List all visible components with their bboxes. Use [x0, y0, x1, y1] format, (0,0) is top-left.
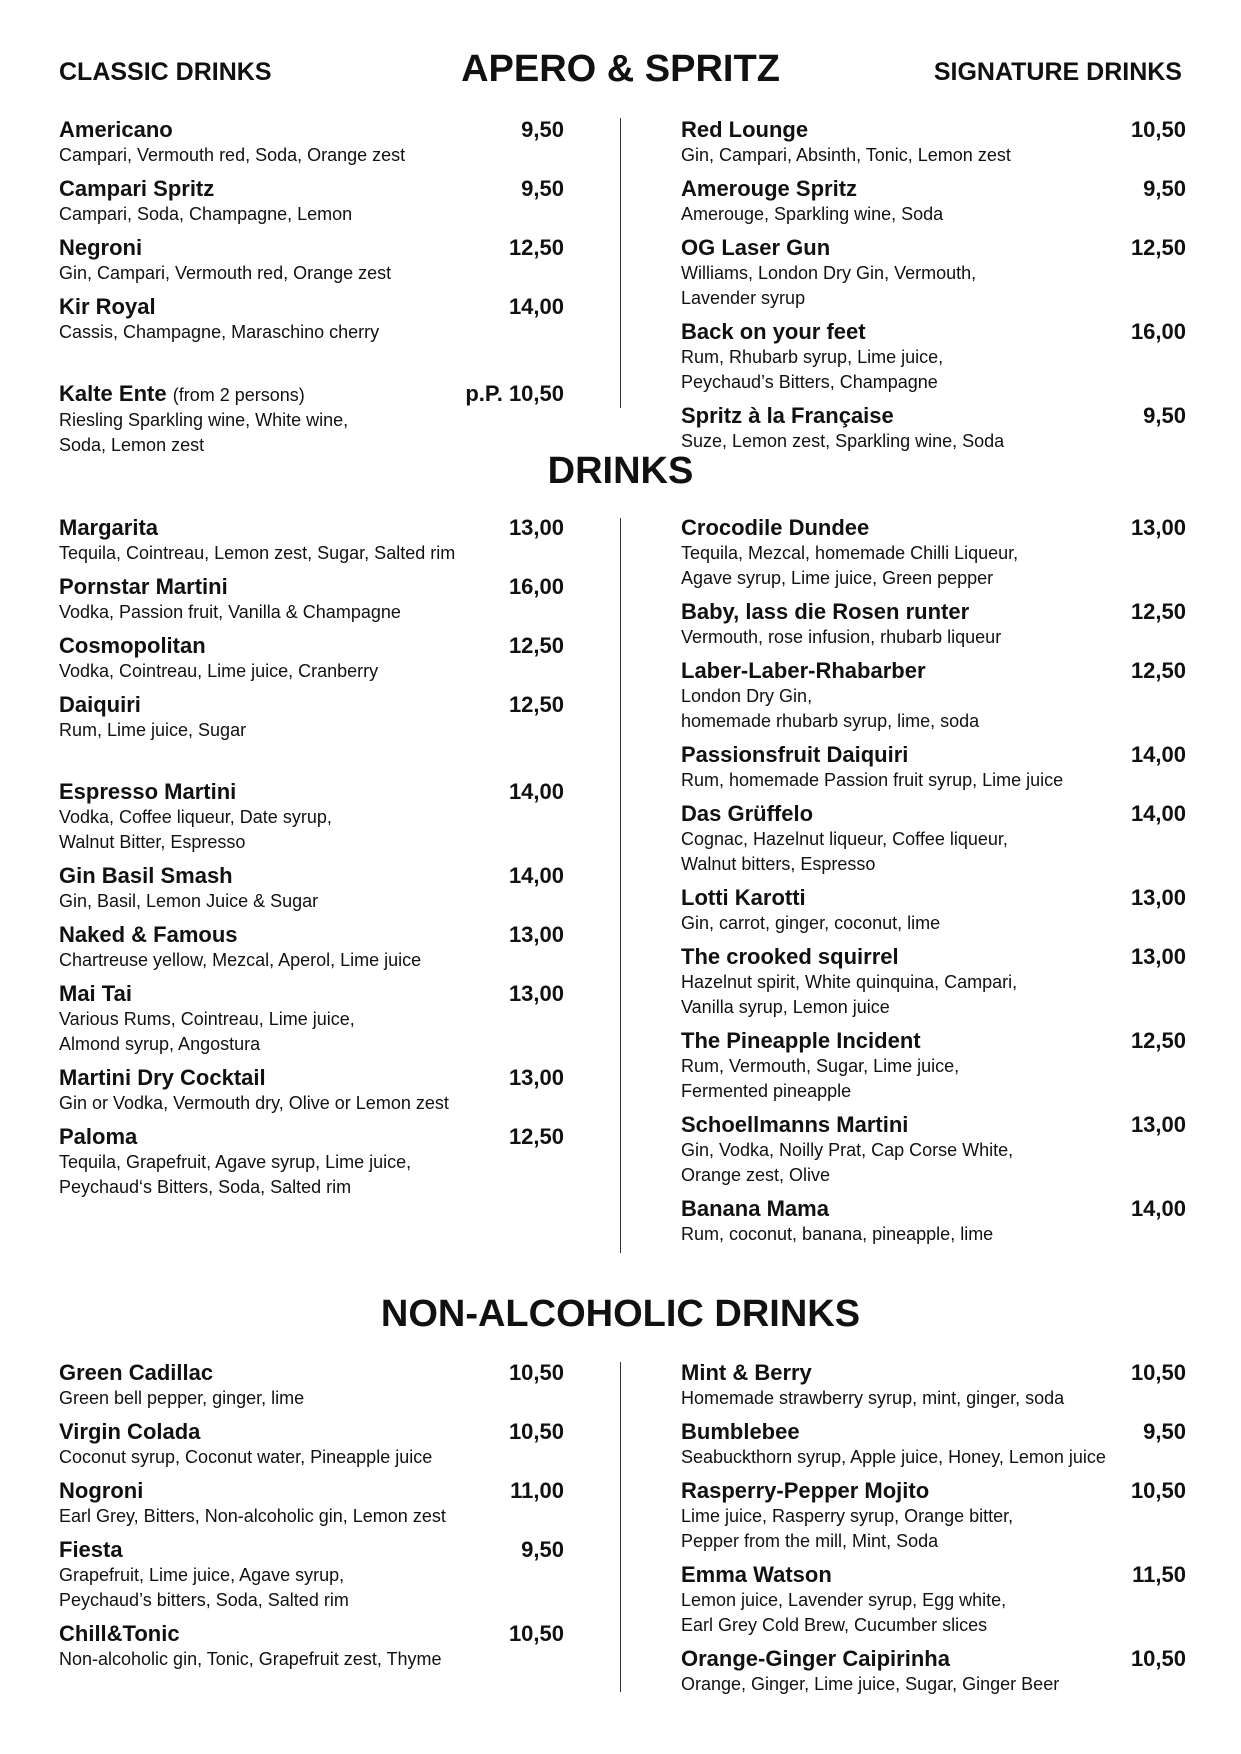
item-description [681, 541, 1186, 591]
menu-item-crocodile-dundee [681, 515, 1186, 591]
description-line: Pepper from the mill, Mint, Soda [681, 1531, 939, 1551]
apero-left-column [59, 117, 564, 466]
menu-item-red-lounge [681, 117, 1186, 168]
description-line: Soda, Lemon zest [59, 435, 205, 455]
item-name: Baby, lass die Rosen runter [681, 599, 970, 624]
description-line: Cognac, Hazelnut liqueur, Coffee liqueur, [681, 829, 1008, 849]
menu-item-the-crooked-squirrel [681, 944, 1186, 1020]
item-price: 12,50 [508, 633, 564, 658]
item-price: 13,00 [1130, 885, 1186, 910]
item-price: 12,50 [1130, 1028, 1186, 1053]
item-price: p.P. 10,50 [465, 381, 564, 406]
description-line: Tequila, Cointreau, Lemon zest, Sugar, Salted rim [59, 543, 456, 563]
menu-item-schoellmanns-martini [681, 1112, 1186, 1188]
menu-item-mint-berry [681, 1360, 1186, 1411]
item-description [59, 600, 564, 625]
item-price: 13,00 [508, 515, 564, 540]
item-description [681, 1386, 1186, 1411]
menu-item-green-cadillac [59, 1360, 564, 1411]
item-description [681, 827, 1186, 877]
menu-item-the-pineapple-incident [681, 1028, 1186, 1104]
description-line: Rum, homemade Passion fruit syrup, Lime juice [681, 770, 1064, 790]
item-name: Espresso Martini [59, 779, 237, 804]
item-description [681, 143, 1186, 168]
item-name: Bumblebee [681, 1419, 800, 1444]
item-description [681, 1504, 1186, 1554]
apero-spritz-title: APERO & SPRITZ [461, 48, 780, 90]
description-line: Green bell pepper, ginger, lime [59, 1388, 305, 1408]
description-line: Campari, Vermouth red, Soda, Orange zest [59, 145, 406, 165]
description-line: Walnut bitters, Espresso [681, 854, 876, 874]
menu-item-naked-famous [59, 922, 564, 973]
description-line: Gin, carrot, ginger, coconut, lime [681, 913, 941, 933]
menu-item-mai-tai [59, 981, 564, 1057]
item-name: Lotti Karotti [681, 885, 806, 910]
description-line: Suze, Lemon zest, Sparkling wine, Soda [681, 431, 1005, 451]
item-description [681, 684, 1186, 734]
item-price: 12,50 [508, 235, 564, 260]
item-price: 14,00 [1130, 1196, 1186, 1221]
item-name: Mint & Berry [681, 1360, 812, 1385]
item-name: Pornstar Martini [59, 574, 228, 599]
description-line: Williams, London Dry Gin, Vermouth, [681, 263, 977, 283]
item-description [681, 625, 1186, 650]
item-name: Americano [59, 117, 173, 142]
description-line: Peychaud’s Bitters, Champagne [681, 372, 938, 392]
item-description [59, 659, 564, 684]
description-line: Lemon juice, Lavender syrup, Egg white, [681, 1590, 1007, 1610]
classic-drinks-label: CLASSIC DRINKS [59, 58, 272, 86]
item-price: 9,50 [1143, 1419, 1186, 1444]
item-price: 13,00 [1130, 944, 1186, 969]
item-price: 16,00 [508, 574, 564, 599]
menu-item-das-gruffelo [681, 801, 1186, 877]
non-alcoholic-divider [620, 1362, 621, 1692]
item-description [59, 541, 564, 566]
item-name: Campari Spritz [59, 176, 215, 201]
menu-item-daiquiri [59, 692, 564, 743]
menu-item-espresso-martini [59, 779, 564, 855]
item-price: 10,50 [1130, 1478, 1186, 1503]
item-price: 13,00 [508, 922, 564, 947]
drinks-right-column [681, 515, 1186, 1255]
menu-item-laber-laber-rhabarber [681, 658, 1186, 734]
item-description [59, 1386, 564, 1411]
item-price: 10,50 [1130, 117, 1186, 142]
item-name: Cosmopolitan [59, 633, 206, 658]
item-description [681, 1054, 1186, 1104]
menu-item-nogroni [59, 1478, 564, 1529]
description-line: Vodka, Coffee liqueur, Date syrup, [59, 807, 332, 827]
non-alcoholic-right-column [681, 1360, 1186, 1705]
menu-item-virgin-colada [59, 1419, 564, 1470]
description-line: Rum, coconut, banana, pineapple, lime [681, 1224, 994, 1244]
apero-divider [620, 118, 621, 408]
description-line: Agave syrup, Lime juice, Green pepper [681, 568, 994, 588]
description-line: Tequila, Grapefruit, Agave syrup, Lime juice, [59, 1152, 412, 1172]
item-price: 14,00 [1130, 742, 1186, 767]
item-name: Crocodile Dundee [681, 515, 870, 540]
menu-item-cosmopolitan [59, 633, 564, 684]
menu-item-rasperry-pepper-mojito [681, 1478, 1186, 1554]
item-name: Fiesta [59, 1537, 123, 1562]
item-description [59, 1504, 564, 1529]
item-description [59, 718, 564, 743]
menu-item-orange-ginger-caipirinha [681, 1646, 1186, 1697]
description-line: homemade rhubarb syrup, lime, soda [681, 711, 980, 731]
apero-right-column [681, 117, 1186, 462]
item-description [681, 970, 1186, 1020]
item-name: The crooked squirrel [681, 944, 899, 969]
item-price: 14,00 [508, 294, 564, 319]
item-description [59, 1091, 564, 1116]
item-name: Green Cadillac [59, 1360, 214, 1385]
item-price: 12,50 [508, 1124, 564, 1149]
description-line: London Dry Gin, [681, 686, 813, 706]
item-price: 16,00 [1130, 319, 1186, 344]
description-line: Peychaud‘s Bitters, Soda, Salted rim [59, 1177, 352, 1197]
description-line: Amerouge, Sparkling wine, Soda [681, 204, 944, 224]
item-price: 9,50 [521, 117, 564, 142]
item-name: Mai Tai [59, 981, 132, 1006]
item-description [59, 805, 564, 855]
item-name: Paloma [59, 1124, 138, 1149]
item-price: 10,50 [508, 1621, 564, 1646]
item-description [681, 911, 1186, 936]
description-line: Chartreuse yellow, Mezcal, Aperol, Lime juice [59, 950, 422, 970]
menu-item-kalte-ente [59, 381, 564, 458]
item-description [59, 143, 564, 168]
item-name: The Pineapple Incident [681, 1028, 921, 1053]
item-price: 13,00 [508, 1065, 564, 1090]
item-name: Margarita [59, 515, 159, 540]
item-name: Emma Watson [681, 1562, 832, 1587]
item-name: Amerouge Spritz [681, 176, 858, 201]
description-line: Rum, Lime juice, Sugar [59, 720, 247, 740]
description-line: Cassis, Champagne, Maraschino cherry [59, 322, 380, 342]
description-line: Gin or Vodka, Vermouth dry, Olive or Lemon zest [59, 1093, 449, 1113]
menu-item-baby-lass-die-rosen-runter [681, 599, 1186, 650]
menu-item-og-laser-gun [681, 235, 1186, 311]
item-price: 10,50 [508, 1419, 564, 1444]
description-line: Almond syrup, Angostura [59, 1034, 261, 1054]
menu-item-fiesta [59, 1537, 564, 1613]
item-name: Orange-Ginger Caipirinha [681, 1646, 950, 1671]
description-line: Lime juice, Rasperry syrup, Orange bitter, [681, 1506, 1014, 1526]
item-name: Nogroni [59, 1478, 144, 1503]
menu-item-back-on-your-feet [681, 319, 1186, 395]
description-line: Hazelnut spirit, White quinquina, Campari, [681, 972, 1018, 992]
description-line: Gin, Basil, Lemon Juice & Sugar [59, 891, 319, 911]
description-line: Earl Grey Cold Brew, Cucumber slices [681, 1615, 988, 1635]
item-description [681, 202, 1186, 227]
menu-item-americano [59, 117, 564, 168]
description-line: Orange, Ginger, Lime juice, Sugar, Ginger Beer [681, 1674, 1060, 1694]
description-line: Non-alcoholic gin, Tonic, Grapefruit zest, Thyme [59, 1649, 442, 1669]
item-name: Laber-Laber-Rhabarber [681, 658, 926, 683]
item-name: Passionsfruit Daiquiri [681, 742, 909, 767]
item-description [59, 1445, 564, 1470]
item-name: Back on your feet [681, 319, 866, 344]
item-price: 12,50 [1130, 235, 1186, 260]
item-name: Negroni [59, 235, 143, 260]
item-description [681, 1445, 1186, 1470]
spacer [59, 353, 564, 381]
menu-item-margarita [59, 515, 564, 566]
item-price: 10,50 [1130, 1360, 1186, 1385]
menu-item-banana-mama [681, 1196, 1186, 1247]
item-description [681, 1222, 1186, 1247]
menu-item-pornstar-martini [59, 574, 564, 625]
description-line: Orange zest, Olive [681, 1165, 831, 1185]
item-description [59, 261, 564, 286]
item-price: 9,50 [1143, 176, 1186, 201]
menu-item-bumblebee [681, 1419, 1186, 1470]
description-line: Lavender syrup [681, 288, 806, 308]
item-description [59, 889, 564, 914]
drinks-left-column [59, 515, 564, 1208]
menu-item-gin-basil-smash [59, 863, 564, 914]
item-price: 13,00 [508, 981, 564, 1006]
menu-item-campari-spritz [59, 176, 564, 227]
item-name: Naked & Famous [59, 922, 238, 947]
item-description [59, 320, 564, 345]
item-price: 14,00 [508, 863, 564, 888]
description-line: Grapefruit, Lime juice, Agave syrup, [59, 1565, 345, 1585]
item-name: Kalte Ente (from 2 persons) [59, 381, 305, 406]
description-line: Vanilla syrup, Lemon juice [681, 997, 890, 1017]
menu-item-emma-watson [681, 1562, 1186, 1638]
menu-item-kir-royal [59, 294, 564, 345]
menu-item-martini-dry-cocktail [59, 1065, 564, 1116]
item-description [59, 1150, 564, 1200]
item-name: Spritz à la Française [681, 403, 894, 428]
item-description [681, 345, 1186, 395]
item-description [59, 948, 564, 973]
item-description [681, 1672, 1186, 1697]
item-name: Rasperry-Pepper Mojito [681, 1478, 930, 1503]
item-name: Daiquiri [59, 692, 141, 717]
item-name: Gin Basil Smash [59, 863, 233, 888]
description-line: Vodka, Cointreau, Lime juice, Cranberry [59, 661, 379, 681]
item-description [59, 1563, 564, 1613]
item-name: Das Grüffelo [681, 801, 814, 826]
non-alcoholic-left-column [59, 1360, 564, 1680]
item-description [681, 1588, 1186, 1638]
item-price: 9,50 [521, 176, 564, 201]
description-line: Various Rums, Cointreau, Lime juice, [59, 1009, 355, 1029]
item-price: 10,50 [508, 1360, 564, 1385]
menu-item-spritz-a-la-francaise [681, 403, 1186, 454]
non-alcoholic-title: NON-ALCOHOLIC DRINKS [380, 1293, 861, 1335]
menu-item-amerouge-spritz [681, 176, 1186, 227]
item-price: 13,00 [1130, 515, 1186, 540]
item-description [681, 1138, 1186, 1188]
item-name: OG Laser Gun [681, 235, 831, 260]
menu-item-lotti-karotti [681, 885, 1186, 936]
description-line: Earl Grey, Bitters, Non-alcoholic gin, Lemon zest [59, 1506, 446, 1526]
menu-item-negroni [59, 235, 564, 286]
item-description [681, 768, 1186, 793]
item-description [59, 1007, 564, 1057]
description-line: Gin, Campari, Absinth, Tonic, Lemon zest [681, 145, 1011, 165]
item-name: Kir Royal [59, 294, 156, 319]
description-line: Fermented pineapple [681, 1081, 852, 1101]
description-line: Gin, Campari, Vermouth red, Orange zest [59, 263, 392, 283]
description-line: Walnut Bitter, Espresso [59, 832, 246, 852]
description-line: Seabuckthorn syrup, Apple juice, Honey, Lemon juice [681, 1447, 1106, 1467]
item-price: 13,00 [1130, 1112, 1186, 1137]
description-line: Gin, Vodka, Noilly Prat, Cap Corse White, [681, 1140, 1014, 1160]
item-price: 12,50 [1130, 658, 1186, 683]
description-line: Peychaud’s bitters, Soda, Salted rim [59, 1590, 349, 1610]
description-line: Vermouth, rose infusion, rhubarb liqueur [681, 627, 1002, 647]
description-line: Rum, Rhubarb syrup, Lime juice, [681, 347, 944, 367]
description-line: Vodka, Passion fruit, Vanilla & Champagne [59, 602, 401, 622]
signature-drinks-label: SIGNATURE DRINKS [933, 58, 1182, 86]
spacer [59, 751, 564, 779]
menu-item-chill-tonic [59, 1621, 564, 1672]
item-note: (from 2 persons) [172, 385, 305, 405]
item-price: 11,00 [510, 1478, 564, 1503]
description-line: Riesling Sparkling wine, White wine, [59, 410, 349, 430]
description-line: Tequila, Mezcal, homemade Chilli Liqueur, [681, 543, 1019, 563]
item-price: 12,50 [1130, 599, 1186, 624]
item-description [59, 1647, 564, 1672]
menu-item-passionsfruit-daiquiri [681, 742, 1186, 793]
item-price: 10,50 [1130, 1646, 1186, 1671]
item-name: Martini Dry Cocktail [59, 1065, 266, 1090]
drinks-title: DRINKS [547, 450, 694, 492]
description-line: Rum, Vermouth, Sugar, Lime juice, [681, 1056, 960, 1076]
item-name: Schoellmanns Martini [681, 1112, 909, 1137]
description-line: Coconut syrup, Coconut water, Pineapple juice [59, 1447, 433, 1467]
item-name: Chill&Tonic [59, 1621, 180, 1646]
description-line: Homemade strawberry syrup, mint, ginger, soda [681, 1388, 1065, 1408]
item-description [59, 202, 564, 227]
item-name: Banana Mama [681, 1196, 829, 1221]
item-price: 9,50 [521, 1537, 564, 1562]
item-name: Virgin Colada [59, 1419, 201, 1444]
item-price: 14,00 [1130, 801, 1186, 826]
menu-item-paloma [59, 1124, 564, 1200]
description-line: Campari, Soda, Champagne, Lemon [59, 204, 353, 224]
drinks-divider [620, 518, 621, 1253]
item-name: Red Lounge [681, 117, 809, 142]
item-description [681, 261, 1186, 311]
item-price: 9,50 [1143, 403, 1186, 428]
item-price: 14,00 [508, 779, 564, 804]
item-price: 12,50 [508, 692, 564, 717]
item-price: 11,50 [1132, 1562, 1186, 1587]
